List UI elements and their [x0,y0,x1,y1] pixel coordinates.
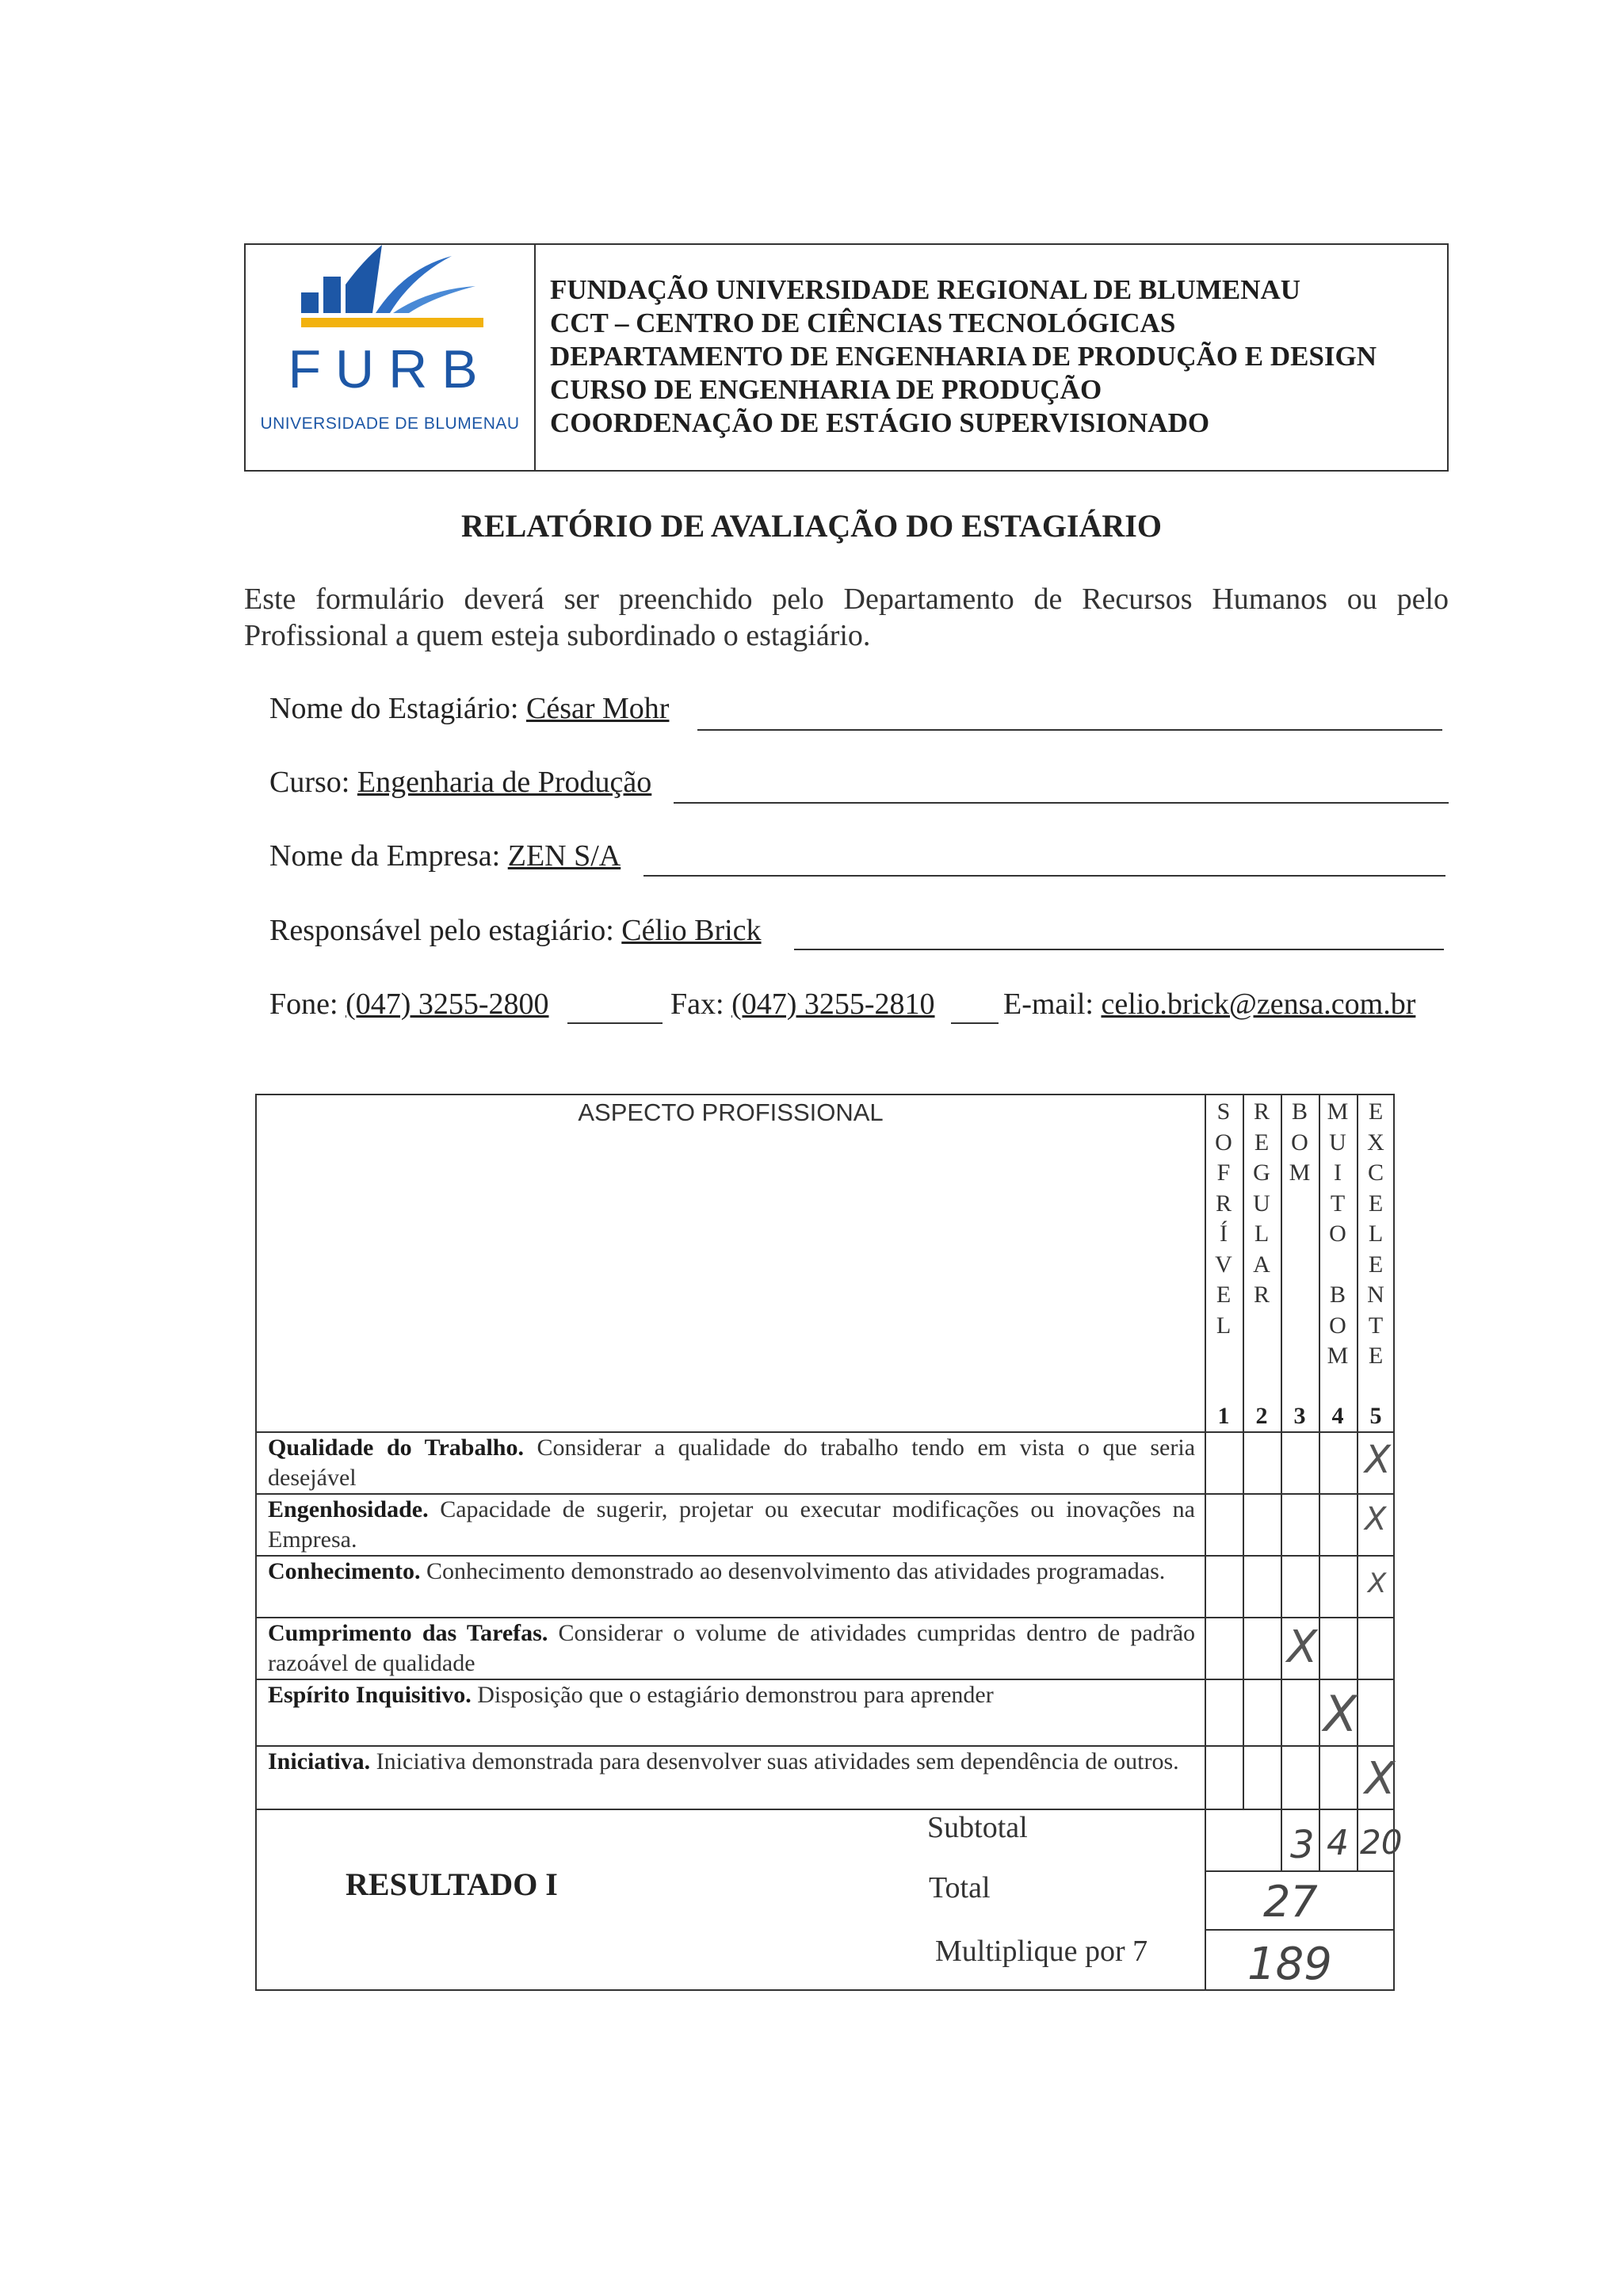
header-letter: E [1368,1098,1384,1125]
column-divider [1319,1809,1320,1870]
column-divider [1357,1809,1358,1870]
total-label: Total [929,1871,991,1904]
header-letter: F [1216,1159,1231,1186]
column-number: 4 [1331,1403,1344,1429]
logo-wordmark: FURB [288,339,492,399]
fax-field[interactable] [670,987,935,1022]
header-letter: M [1327,1343,1349,1369]
criterion-description: Capacidade de sugerir, projetar ou executar modificações ou inovações na Empresa. [268,1496,1195,1553]
criterion-title: Qualidade do Trabalho. [268,1435,524,1461]
email-value: celio.brick@zensa.com.br [1101,988,1416,1021]
header-letter: R [1253,1098,1270,1125]
criterion-row [268,1747,1195,1777]
furb-logo-icon [293,245,491,340]
supervisor-value: Célio Brick [621,914,762,947]
field-underline [643,875,1445,877]
header-letter: S [1216,1098,1231,1125]
supervisor-field[interactable] [269,913,762,948]
header-letter: T [1368,1312,1384,1339]
criterion-row [268,1557,1195,1587]
course-value: Engenharia de Produção [357,766,652,799]
column-number: 5 [1369,1403,1382,1429]
header-letter: R [1215,1190,1232,1217]
column-number: 3 [1293,1403,1306,1429]
header-letter: A [1253,1251,1270,1278]
header-letter: R [1253,1282,1270,1308]
company-value: ZEN S/A [507,839,621,873]
criterion-title: Cumprimento das Tarefas. [268,1620,548,1646]
handwritten-x-mark[interactable]: X [1365,1438,1391,1482]
criterion-description: Disposição que o estagiário demonstrou para aprender [477,1682,994,1708]
column-header-regular [1243,1097,1280,1311]
column-header-sofrivel [1205,1097,1242,1341]
header-letter: X [1367,1129,1384,1156]
column-divider [1205,1809,1206,1991]
handwritten-x-mark[interactable]: X [1365,1753,1396,1805]
criterion-description: Iniciativa demonstrada para desenvolver suas atividades sem dependência de outros. [376,1748,1179,1775]
institution-header [244,243,1449,472]
header-letter: I [1334,1159,1342,1186]
criterion-title: Conhecimento. [268,1558,421,1584]
row-divider [257,1809,1395,1810]
field-underline [794,949,1444,950]
criterion-description: Considerar a qualidade do trabalho tendo em vista o que seria desejável [268,1435,1196,1491]
intro-paragraph: Este formulário deverá ser preenchido pelo Departamento de Recursos Humanos ou pelo Profissional a quem esteja subordinado o estagiário. [244,583,1449,652]
field-underline [951,1022,999,1024]
criterion-description: Conhecimento demonstrado ao desenvolvimento das atividades programadas. [426,1558,1166,1584]
subtotal-col5-value[interactable]: 20 [1360,1823,1403,1862]
header-line: CCT – CENTRO DE CIÊNCIAS TECNOLÓGICAS [550,308,1176,338]
header-letter: M [1289,1159,1311,1186]
header-letter-spacer [1319,1250,1356,1281]
header-letter: E [1368,1190,1384,1217]
header-letter: U [1329,1129,1346,1156]
column-header-excelente [1358,1097,1394,1372]
header-letter: E [1216,1282,1232,1308]
phone-value: (047) 3255-2800 [346,988,549,1021]
field-underline [567,1022,663,1024]
column-number: 1 [1217,1403,1230,1429]
header-letter: V [1215,1251,1232,1278]
header-letter: N [1367,1282,1384,1308]
header-letter: O [1291,1129,1308,1156]
column-divider [1281,1095,1282,1809]
header-letter: L [1216,1312,1232,1339]
criterion-row [268,1495,1195,1555]
intern-name-field[interactable] [269,691,669,726]
criterion-row [268,1618,1195,1679]
logo-subtitle: UNIVERSIDADE DE BLUMENAU [260,415,520,433]
phone-field[interactable] [269,987,549,1022]
course-field[interactable] [269,765,651,800]
header-letter: O [1329,1221,1346,1247]
header-line: COORDENAÇÃO DE ESTÁGIO SUPERVISIONADO [550,407,1210,438]
header-letter: E [1368,1251,1384,1278]
multiply-result-value[interactable]: 189 [1247,1939,1332,1990]
column-header-bom [1281,1097,1318,1189]
header-letter: B [1329,1282,1346,1308]
handwritten-x-mark[interactable]: X [1365,1501,1387,1538]
header-letter: E [1254,1129,1270,1156]
subtotal-label: Subtotal [927,1811,1028,1844]
row-divider [1205,1870,1395,1872]
criterion-row [268,1433,1195,1493]
header-letter: C [1367,1159,1384,1186]
evaluation-table [255,1094,1403,1991]
header-text [536,245,1377,470]
header-letter: U [1253,1190,1270,1217]
header-line: FUNDAÇÃO UNIVERSIDADE REGIONAL DE BLUMENAU [550,274,1301,305]
total-value[interactable]: 27 [1263,1877,1318,1927]
fax-label: Fax: [670,988,724,1021]
furb-logo [246,245,536,470]
phone-label: Fone: [269,988,338,1021]
field-underline [674,802,1449,804]
intern-name-label: Nome do Estagiário: [269,692,519,725]
header-letter: Í [1220,1221,1228,1247]
intern-name-value: César Mohr [525,692,670,725]
aspect-professional-header: ASPECTO PROFISSIONAL [578,1098,884,1126]
course-label: Curso: [269,766,350,799]
email-field[interactable] [1003,987,1415,1022]
column-number: 2 [1255,1403,1268,1429]
header-letter: T [1330,1190,1346,1217]
column-divider [1281,1809,1282,1870]
header-letter: O [1215,1129,1232,1156]
header-letter: M [1327,1098,1349,1125]
result-label: RESULTADO I [346,1866,558,1902]
criterion-title: Espírito Inquisitivo. [268,1682,472,1708]
criterion-description: Considerar o volume de atividades cumpridas dentro de padrão razoável de qualidade [268,1620,1196,1676]
handwritten-x-mark[interactable]: X [1368,1568,1387,1599]
fax-value: (047) 3255-2810 [731,988,935,1021]
header-line: CURSO DE ENGENHARIA DE PRODUÇÃO [550,374,1102,405]
company-field[interactable] [269,839,621,873]
email-label: E-mail: [1003,988,1094,1021]
criterion-row [268,1680,1195,1710]
header-line: DEPARTAMENTO DE ENGENHARIA DE PRODUÇÃO E DESIGN [550,341,1377,372]
multiply-label: Multiplique por 7 [935,1935,1148,1968]
report-title: RELATÓRIO DE AVALIAÇÃO DO ESTAGIÁRIO [461,508,1162,544]
subtotal-col3-value[interactable]: 3 [1290,1823,1315,1867]
header-letter: L [1368,1221,1384,1247]
header-letter: E [1368,1343,1384,1369]
handwritten-x-mark[interactable]: X [1287,1622,1318,1673]
header-letter: L [1254,1221,1270,1247]
criterion-title: Engenhosidade. [268,1496,429,1522]
row-divider [1205,1929,1395,1931]
subtotal-col4-value[interactable]: 4 [1327,1823,1349,1863]
header-letter: G [1253,1159,1270,1186]
supervisor-label: Responsável pelo estagiário: [269,914,614,947]
company-label: Nome da Empresa: [269,839,501,873]
handwritten-x-mark[interactable]: X [1323,1685,1358,1743]
criterion-title: Iniciativa. [268,1748,371,1775]
header-letter: B [1291,1098,1308,1125]
header-letter: O [1329,1312,1346,1339]
field-underline [697,729,1442,731]
column-header-muito-bom [1319,1097,1356,1372]
